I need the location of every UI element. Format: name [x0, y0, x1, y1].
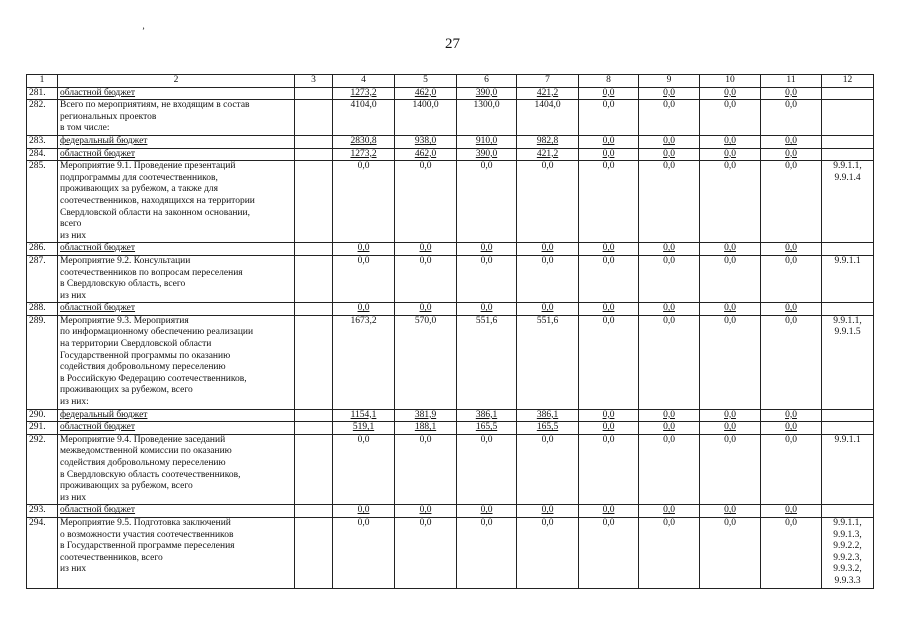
col-5-cell: 0,0	[395, 517, 457, 588]
page-number: 27	[445, 36, 460, 52]
column-header-3: 3	[295, 75, 333, 88]
col-9-cell: 0,0	[639, 243, 700, 256]
table-row	[27, 315, 874, 409]
col-7-cell: 0,0	[517, 161, 579, 243]
column-header-11: 11	[761, 75, 822, 88]
col-3-cell	[295, 87, 333, 100]
col-3-cell	[295, 255, 333, 302]
col-12-cell: 9.9.1.1, 9.9.1.4	[822, 161, 874, 243]
col-9-cell: 0,0	[639, 135, 700, 148]
row-number-cell: 291.	[27, 422, 58, 435]
row-number-cell: 290.	[27, 409, 58, 422]
col-5-cell: 0,0	[395, 255, 457, 302]
row-number-cell: 287.	[27, 255, 58, 302]
col-4-cell: 0,0	[333, 161, 395, 243]
col-12-cell	[822, 409, 874, 422]
col-10-cell: 0,0	[700, 517, 761, 588]
col-5-cell: 462,0	[395, 87, 457, 100]
table-row	[27, 434, 874, 505]
col-12-cell	[822, 505, 874, 518]
col-11-cell: 0,0	[761, 135, 822, 148]
col-5-cell: 0,0	[395, 505, 457, 518]
row-name-cell: Всего по мероприятиям, не входящим в состав региональных проектов в том числе:	[58, 100, 295, 136]
col-5-cell: 0,0	[395, 434, 457, 505]
col-6-cell: 0,0	[457, 243, 517, 256]
col-12-cell	[822, 148, 874, 161]
col-11-cell: 0,0	[761, 303, 822, 316]
col-4-cell: 0,0	[333, 243, 395, 256]
col-11-cell: 0,0	[761, 517, 822, 588]
col-8-cell: 0,0	[579, 422, 639, 435]
col-4-cell: 4104,0	[333, 100, 395, 136]
table-row	[27, 409, 874, 422]
col-9-cell: 0,0	[639, 148, 700, 161]
col-10-cell: 0,0	[700, 161, 761, 243]
col-8-cell: 0,0	[579, 409, 639, 422]
col-5-cell: 0,0	[395, 303, 457, 316]
table-row	[27, 100, 874, 136]
col-4-cell: 0,0	[333, 505, 395, 518]
col-3-cell	[295, 100, 333, 136]
row-number-cell: 288.	[27, 303, 58, 316]
col-8-cell: 0,0	[579, 148, 639, 161]
row-name-cell: областной бюджет	[58, 422, 295, 435]
column-header-8: 8	[579, 75, 639, 88]
col-10-cell: 0,0	[700, 135, 761, 148]
col-12-cell	[822, 422, 874, 435]
col-11-cell: 0,0	[761, 243, 822, 256]
col-8-cell: 0,0	[579, 517, 639, 588]
row-number-cell: 284.	[27, 148, 58, 161]
col-10-cell: 0,0	[700, 100, 761, 136]
column-header-5: 5	[395, 75, 457, 88]
col-9-cell: 0,0	[639, 517, 700, 588]
col-3-cell	[295, 303, 333, 316]
col-5-cell: 570,0	[395, 315, 457, 409]
col-7-cell: 421,2	[517, 148, 579, 161]
col-6-cell: 0,0	[457, 517, 517, 588]
col-12-cell	[822, 100, 874, 136]
table-body	[27, 87, 874, 588]
col-12-cell	[822, 135, 874, 148]
col-11-cell: 0,0	[761, 255, 822, 302]
col-11-cell: 0,0	[761, 161, 822, 243]
col-8-cell: 0,0	[579, 505, 639, 518]
col-6-cell: 390,0	[457, 148, 517, 161]
col-12-cell: 9.9.1.1, 9.9.1.3, 9.9.2.2, 9.9.2.3, 9.9.3.2, 9.9.3.3	[822, 517, 874, 588]
table-row	[27, 422, 874, 435]
col-3-cell	[295, 135, 333, 148]
col-6-cell: 386,1	[457, 409, 517, 422]
col-9-cell: 0,0	[639, 100, 700, 136]
col-5-cell: 0,0	[395, 243, 457, 256]
col-3-cell	[295, 161, 333, 243]
col-7-cell: 982,8	[517, 135, 579, 148]
column-header-4: 4	[333, 75, 395, 88]
col-12-cell: 9.9.1.1	[822, 255, 874, 302]
col-11-cell: 0,0	[761, 100, 822, 136]
col-9-cell: 0,0	[639, 434, 700, 505]
table-row	[27, 135, 874, 148]
row-name-cell: Мероприятие 9.5. Подготовка заключений о возможности участия соотечественников в Государственной программе переселения соотечественников, всего из них	[58, 517, 295, 588]
col-6-cell: 0,0	[457, 303, 517, 316]
row-number-cell: 281.	[27, 87, 58, 100]
col-10-cell: 0,0	[700, 243, 761, 256]
row-name-cell: Мероприятие 9.4. Проведение заседаний межведомственной комиссии по оказанию содействия добровольному переселению в Свердловскую область соотечественников, проживающих за рубежом, всего из них	[58, 434, 295, 505]
col-7-cell: 0,0	[517, 505, 579, 518]
col-9-cell: 0,0	[639, 161, 700, 243]
col-3-cell	[295, 422, 333, 435]
col-3-cell	[295, 517, 333, 588]
col-4-cell: 0,0	[333, 255, 395, 302]
col-6-cell: 910,0	[457, 135, 517, 148]
col-4-cell: 1673,2	[333, 315, 395, 409]
col-3-cell	[295, 243, 333, 256]
row-number-cell: 282.	[27, 100, 58, 136]
col-5-cell: 938,0	[395, 135, 457, 148]
row-number-cell: 283.	[27, 135, 58, 148]
col-9-cell: 0,0	[639, 255, 700, 302]
col-4-cell: 2830,8	[333, 135, 395, 148]
col-6-cell: 0,0	[457, 505, 517, 518]
col-5-cell: 381,9	[395, 409, 457, 422]
row-number-cell: 292.	[27, 434, 58, 505]
row-name-cell: областной бюджет	[58, 243, 295, 256]
col-3-cell	[295, 148, 333, 161]
col-11-cell: 0,0	[761, 315, 822, 409]
col-9-cell: 0,0	[639, 87, 700, 100]
col-7-cell: 421,2	[517, 87, 579, 100]
col-7-cell: 0,0	[517, 303, 579, 316]
row-number-cell: 286.	[27, 243, 58, 256]
col-10-cell: 0,0	[700, 303, 761, 316]
budget-table	[26, 74, 874, 589]
col-9-cell: 0,0	[639, 409, 700, 422]
table-row	[27, 87, 874, 100]
col-10-cell: 0,0	[700, 434, 761, 505]
col-5-cell: 0,0	[395, 161, 457, 243]
table-row	[27, 517, 874, 588]
col-10-cell: 0,0	[700, 409, 761, 422]
col-11-cell: 0,0	[761, 87, 822, 100]
col-10-cell: 0,0	[700, 255, 761, 302]
col-11-cell: 0,0	[761, 505, 822, 518]
col-8-cell: 0,0	[579, 161, 639, 243]
col-10-cell: 0,0	[700, 148, 761, 161]
col-7-cell: 551,6	[517, 315, 579, 409]
col-11-cell: 0,0	[761, 409, 822, 422]
column-header-6: 6	[457, 75, 517, 88]
table-row	[27, 505, 874, 518]
col-10-cell: 0,0	[700, 505, 761, 518]
col-6-cell: 0,0	[457, 161, 517, 243]
row-name-cell: Мероприятие 9.2. Консультации соотечественников по вопросам переселения в Свердловскую область, всего из них	[58, 255, 295, 302]
col-10-cell: 0,0	[700, 422, 761, 435]
col-8-cell: 0,0	[579, 135, 639, 148]
row-number-cell: 293.	[27, 505, 58, 518]
table-row	[27, 255, 874, 302]
row-name-cell: федеральный бюджет	[58, 409, 295, 422]
col-4-cell: 0,0	[333, 434, 395, 505]
col-4-cell: 1154,1	[333, 409, 395, 422]
col-8-cell: 0,0	[579, 243, 639, 256]
col-8-cell: 0,0	[579, 434, 639, 505]
col-11-cell: 0,0	[761, 434, 822, 505]
col-6-cell: 0,0	[457, 434, 517, 505]
row-number-cell: 285.	[27, 161, 58, 243]
row-number-cell: 294.	[27, 517, 58, 588]
col-3-cell	[295, 409, 333, 422]
col-12-cell	[822, 303, 874, 316]
col-4-cell: 1273,2	[333, 148, 395, 161]
table-row	[27, 161, 874, 243]
col-8-cell: 0,0	[579, 87, 639, 100]
col-3-cell	[295, 505, 333, 518]
col-12-cell: 9.9.1.1, 9.9.1.5	[822, 315, 874, 409]
col-9-cell: 0,0	[639, 315, 700, 409]
col-8-cell: 0,0	[579, 315, 639, 409]
row-name-cell: областной бюджет	[58, 87, 295, 100]
row-name-cell: федеральный бюджет	[58, 135, 295, 148]
col-8-cell: 0,0	[579, 100, 639, 136]
col-9-cell: 0,0	[639, 505, 700, 518]
col-5-cell: 462,0	[395, 148, 457, 161]
col-4-cell: 519,1	[333, 422, 395, 435]
col-7-cell: 0,0	[517, 434, 579, 505]
table-header	[27, 75, 874, 88]
col-4-cell: 1273,2	[333, 87, 395, 100]
column-header-1: 1	[27, 75, 58, 88]
col-7-cell: 0,0	[517, 517, 579, 588]
col-12-cell: 9.9.1.1	[822, 434, 874, 505]
table-row	[27, 243, 874, 256]
col-6-cell: 551,6	[457, 315, 517, 409]
col-9-cell: 0,0	[639, 303, 700, 316]
row-name-cell: областной бюджет	[58, 505, 295, 518]
column-header-2: 2	[58, 75, 295, 88]
col-7-cell: 386,1	[517, 409, 579, 422]
col-11-cell: 0,0	[761, 422, 822, 435]
col-6-cell: 390,0	[457, 87, 517, 100]
col-10-cell: 0,0	[700, 87, 761, 100]
table-row	[27, 148, 874, 161]
col-7-cell: 0,0	[517, 255, 579, 302]
col-7-cell: 0,0	[517, 243, 579, 256]
col-7-cell: 165,5	[517, 422, 579, 435]
col-4-cell: 0,0	[333, 303, 395, 316]
row-name-cell: областной бюджет	[58, 148, 295, 161]
column-header-10: 10	[700, 75, 761, 88]
column-header-9: 9	[639, 75, 700, 88]
col-11-cell: 0,0	[761, 148, 822, 161]
table-row	[27, 303, 874, 316]
col-6-cell: 1300,0	[457, 100, 517, 136]
column-header-12: 12	[822, 75, 874, 88]
col-4-cell: 0,0	[333, 517, 395, 588]
row-name-cell: Мероприятие 9.1. Проведение презентаций подпрограммы для соотечественников, проживающих за рубежом, а также для соотечественников, находящихся на территории Свердловской области на законном основании, всего из них	[58, 161, 295, 243]
col-6-cell: 0,0	[457, 255, 517, 302]
col-3-cell	[295, 434, 333, 505]
col-12-cell	[822, 87, 874, 100]
row-number-cell: 289.	[27, 315, 58, 409]
col-8-cell: 0,0	[579, 255, 639, 302]
col-10-cell: 0,0	[700, 315, 761, 409]
col-5-cell: 1400,0	[395, 100, 457, 136]
col-6-cell: 165,5	[457, 422, 517, 435]
row-name-cell: областной бюджет	[58, 303, 295, 316]
col-3-cell	[295, 315, 333, 409]
col-8-cell: 0,0	[579, 303, 639, 316]
col-9-cell: 0,0	[639, 422, 700, 435]
col-7-cell: 1404,0	[517, 100, 579, 136]
col-12-cell	[822, 243, 874, 256]
col-5-cell: 188,1	[395, 422, 457, 435]
row-name-cell: Мероприятие 9.3. Мероприятия по информационному обеспечению реализации на территории Свердловской области Государственной программы по оказанию содействия добровольному переселению в Российскую Федерацию соотечественников, проживающих за рубежом, всего из них:	[58, 315, 295, 409]
header-row	[27, 75, 874, 88]
scan-mark: ʼ	[142, 26, 145, 36]
column-header-7: 7	[517, 75, 579, 88]
